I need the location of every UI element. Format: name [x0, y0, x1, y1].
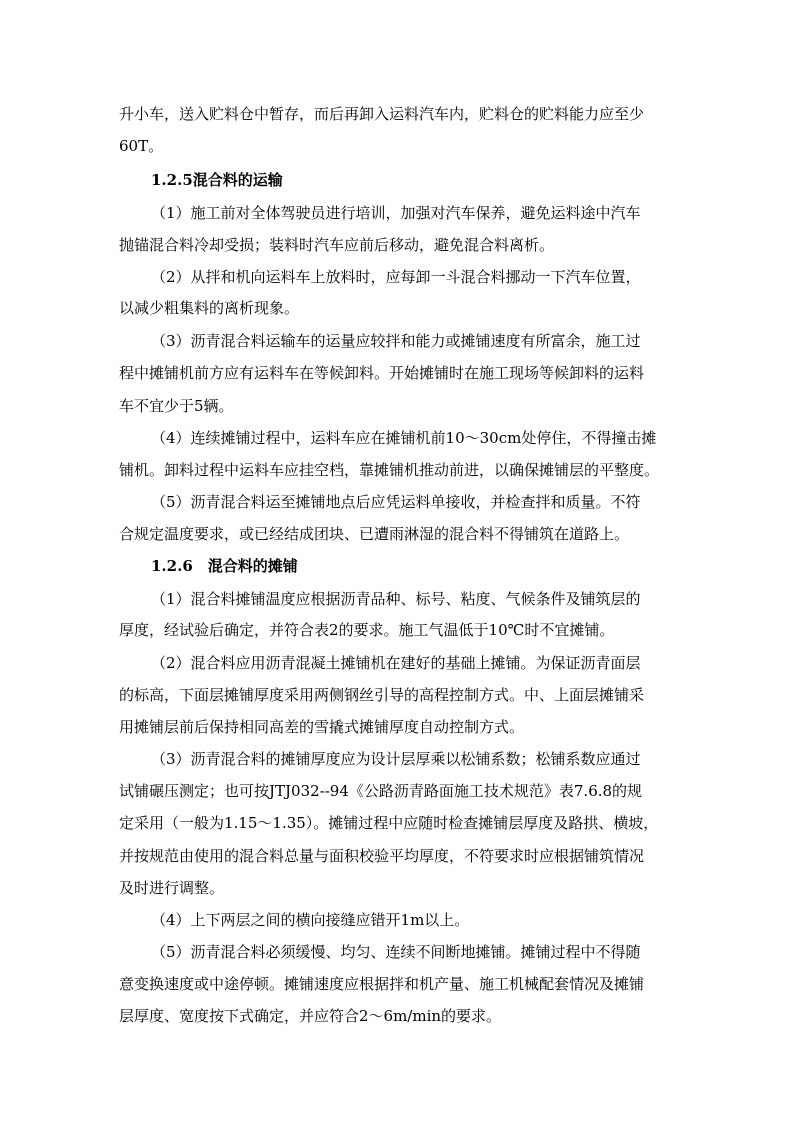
text-line: 抛锚混合料冷却受损；装料时汽车应前后移动，避免混合料离析。 — [119, 236, 555, 254]
text-line: （3）沥青混合料的摊铺厚度应为设计层厚乘以松铺系数；松铺系数应通过 — [151, 750, 641, 768]
text-line: 以减少粗集料的离析现象。 — [119, 299, 300, 317]
text-line: 定采用（一般为1.15～1.35）。摊铺过程中应随时检查摊铺层厚度及路拱、横坡， — [119, 814, 659, 832]
text-line: 60T。 — [119, 137, 164, 155]
text-line: （3）沥青混合料运输车的运量应较拌和能力或摊铺速度有所富余，施工过 — [151, 332, 641, 350]
text-line: 用摊铺层前后保持相同高差的雪撬式摊铺厚度自动控制方式。 — [119, 718, 525, 736]
text-line: （1）混合料摊铺温度应根据沥青品种、标号、粘度、气候条件及铺筑层的 — [151, 590, 641, 608]
text-line: （5）沥青混合料必须缓慢、均匀、连续不间断地摊铺。摊铺过程中不得随 — [151, 943, 641, 961]
text-line: 及时进行调整。 — [119, 879, 225, 897]
text-line: 程中摊铺机前方应有运料车在等候卸料。开始摊铺时在施工现场等候卸料的运料 — [119, 364, 645, 382]
section-heading-1-2-6: 1.2.6 混合料的摊铺 — [151, 557, 298, 575]
text-line: （4）上下两层之间的横向接缝应错开1m以上。 — [151, 911, 470, 929]
text-line: 并按规范由使用的混合料总量与面积校验平均厚度，不符要求时应根据铺筑情况 — [119, 847, 645, 865]
text-line: （5）沥青混合料运至摊铺地点后应凭运料单接收，并检查拌和质量。不符 — [151, 493, 641, 511]
text-line: 意变换速度或中途停顿。摊铺速度应根据拌和机产量、施工机械配套情况及摊铺 — [119, 975, 645, 993]
text-line: 试铺碾压测定；也可按JTJ032--94《公路沥青路面施工技术规范》表7.6.8的规 — [119, 782, 643, 800]
text-line: 合规定温度要求，或已经结成团块、已遭雨淋湿的混合料不得铺筑在道路上。 — [119, 525, 630, 543]
text-line: 车不宜少于5辆。 — [119, 397, 234, 415]
text-line: 层厚度、宽度按下式确定，并应符合2～6m/min的要求。 — [119, 1007, 502, 1025]
text-line: （4）连续摊铺过程中，运料车应在摊铺机前10～30cm处停住，不得撞击摊 — [151, 429, 657, 447]
text-line: 铺机。卸料过程中运料车应挂空档，靠摊铺机推动前进，以确保摊铺层的平整度。 — [119, 461, 660, 479]
text-line: （2）从拌和机向运料车上放料时，应每卸一斗混合料挪动一下汽车位置， — [151, 268, 641, 286]
text-line: 的标高，下面层摊铺厚度采用两侧钢丝引导的高程控制方式。中、上面层摊铺采 — [119, 686, 645, 704]
text-line: 升小车，送入贮料仓中暂存，而后再卸入运料汽车内，贮料仓的贮料能力应至少 — [119, 105, 645, 123]
text-line: 厚度，经试验后确定，并符合表2的要求。施工气温低于10℃时不宜摊铺。 — [119, 621, 615, 639]
text-line: （2）混合料应用沥青混凝土摊铺机在建好的基础上摊铺。为保证沥青面层 — [151, 654, 641, 672]
text-line: （1）施工前对全体驾驶员进行培训，加强对汽车保养，避免运料途中汽车 — [151, 204, 641, 222]
section-heading-1-2-5: 1.2.5混合料的运输 — [151, 171, 283, 189]
